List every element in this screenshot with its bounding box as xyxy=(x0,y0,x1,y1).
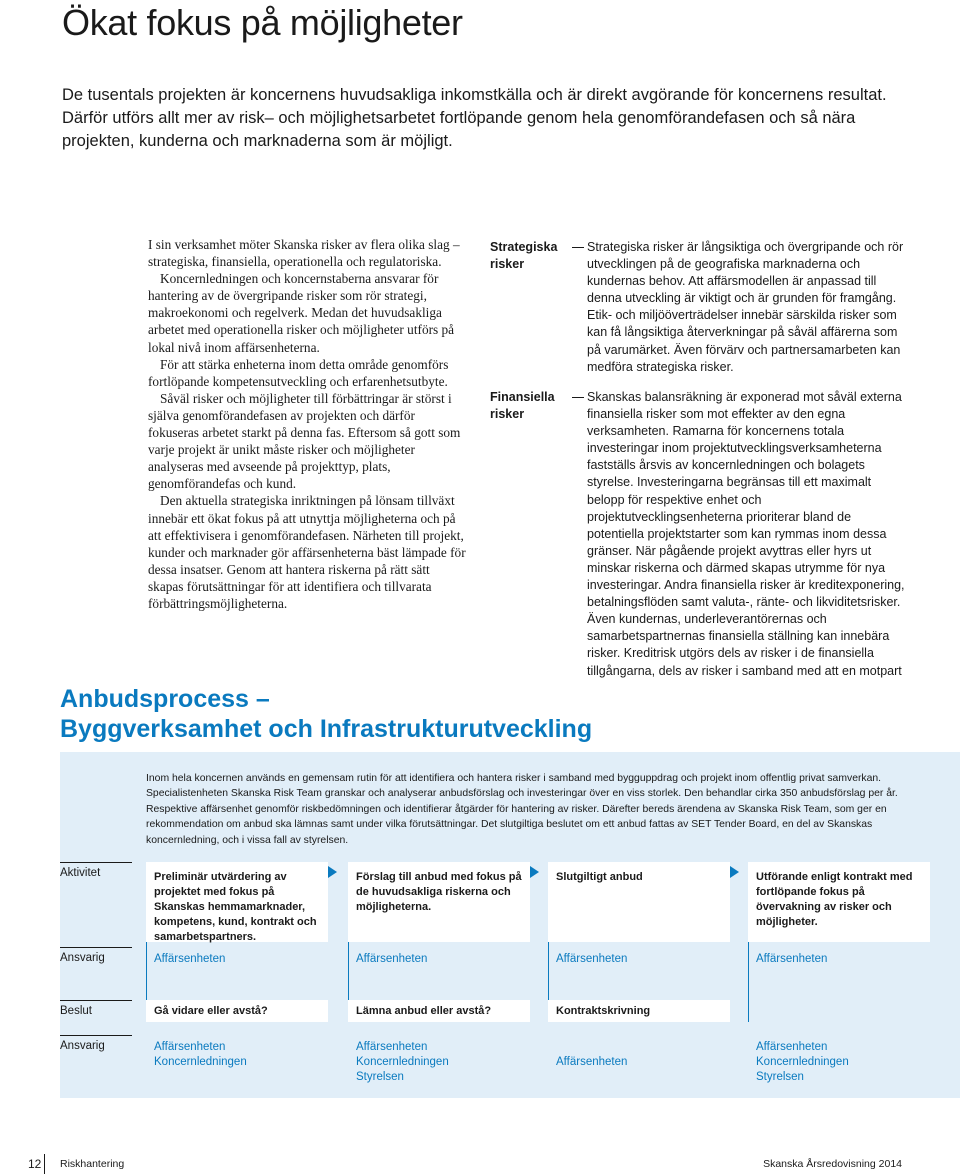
body-text xyxy=(148,236,466,612)
decision-responsible-2 xyxy=(356,1040,449,1085)
body-paragraph: Koncernledningen och koncernstaberna ansvarar för hantering av de övergripande risker som rör strategi, makroekonomi och regelverk. Medan det huvudsakliga arbetet med operationella risker och möjligheter utförs på lokal nivå inom affärsenheterna. xyxy=(148,271,455,355)
activity-box-4: Utförande enligt kontrakt med fortlöpande fokus på övervakning av risker och möjligheter. xyxy=(748,862,930,942)
decision-box-1: Gå vidare eller avstå? xyxy=(146,1000,328,1022)
responsible-line: Styrelsen xyxy=(356,1071,404,1083)
responsible-line: Styrelsen xyxy=(756,1071,804,1083)
body-paragraph: Såväl risker och möjligheter till förbättringar är störst i själva genomförandefasen av projekten och därför fokuseras arbetet starkt på denna fas. Eftersom så gott som varje projekt är unikt måste risker och möjligheter analyseras med avseende på projekttyp, plats, genomförandefas och kund. xyxy=(148,390,461,492)
financial-risk-text: Skanskas balansräkning är exponerad mot såväl externa finansiella risker som mot effekter av den egna verksamheten. Ramarna för koncernens totala investeringar inom projektutvecklingsverksamheterna fastställs årsvis av koncernledningen och bolagets styrelse. Investeringarna begränsas till ett maximalt belopp för respektive enhet och projektutvecklingsenheterna prioriterar bland de potentiella projektstarter som kan rymmas inom dessa gränser. När pågående projekt avyttras eller hyrs ut minskar riskerna och därmed skapas utrymme för nya investeringar. Andra finansiella risker är kreditexponering, betalningsflöden samt valuta-, ränte- och likviditetsrisker. Även kundernas, underleverantörernas och samarbetspartnernas finansiella ställning kan innebära risker. Kreditrisk utgörs dels av risker i de finansiella tillgångarna, dels av risker i samband med att en motpart xyxy=(587,390,905,678)
page-title: Ökat fokus på möjligheter xyxy=(62,2,463,43)
footer-divider xyxy=(44,1154,45,1174)
responsible-value: Affärsenheten xyxy=(356,953,428,965)
responsible-value: Affärsenheten xyxy=(154,953,226,965)
financial-risk-divider xyxy=(572,397,584,398)
body-paragraph: För att stärka enheterna inom detta område genomförs fortlöpande kompetensutveckling och erfarenhetsutbyte. xyxy=(148,356,449,389)
responsible-line: Affärsenheten xyxy=(356,1041,428,1053)
footer-section: Riskhantering xyxy=(60,1158,125,1170)
row-divider xyxy=(60,947,132,948)
row-label-responsible-2: Ansvarig xyxy=(60,1040,105,1052)
decision-responsible-1 xyxy=(154,1040,247,1070)
process-title-line-1: Anbudsprocess – xyxy=(60,685,270,713)
responsible-line: Affärsenheten xyxy=(756,1041,828,1053)
row-label-activity: Aktivitet xyxy=(60,867,101,879)
decision-responsible-3 xyxy=(556,1055,627,1070)
activity-box-2: Förslag till anbud med fokus på de huvudsakliga riskerna och möjligheterna. xyxy=(348,862,530,942)
activity-box-3: Slutgiltigt anbud xyxy=(548,862,730,942)
responsible-line: Affärsenheten xyxy=(154,1041,226,1053)
arrow-icon xyxy=(328,866,337,878)
arrow-icon xyxy=(530,866,539,878)
process-title-line-2: Byggverksamhet och Infrastrukturutveckling xyxy=(60,715,593,743)
activity-box-1: Preliminär utvärdering av projektet med fokus på Skanskas hemmamarknader, kompetens, kund, kontrakt och samarbetspartners. xyxy=(146,862,328,942)
responsible-line: Koncernledningen xyxy=(756,1056,849,1068)
row-divider xyxy=(60,1035,132,1036)
footer-publication: Skanska Årsredovisning 2014 xyxy=(763,1158,902,1170)
responsible-value: Affärsenheten xyxy=(756,953,828,965)
body-paragraph: I sin verksamhet möter Skanska risker av flera olika slag – strategiska, finansiella, operationella och regulatoriska. xyxy=(148,237,460,270)
row-label-responsible: Ansvarig xyxy=(60,952,105,964)
row-divider xyxy=(60,1000,132,1001)
strategic-risk-divider xyxy=(572,247,584,248)
responsible-line: Affärsenheten xyxy=(556,1056,628,1068)
strategic-risk-text: Strategiska risker är långsiktiga och övergripande och rör utvecklingen på de geografiska marknaderna och kundernas behov. Att affärsmodellen är anpassad till denna utveckling är viktigt och är grunden för framgång. Etik- och miljööverträdelser innebär särskilda risker som kan få långsiktiga återverkningar på såväl affärerna som på varumärket. Även förvärv och partnersamarbeten kan medföra strategiska risker. xyxy=(587,240,904,374)
page-number: 12 xyxy=(28,1157,42,1171)
decision-responsible-4 xyxy=(756,1040,849,1085)
responsible-line: Koncernledningen xyxy=(356,1056,449,1068)
row-label-decision: Beslut xyxy=(60,1005,92,1017)
responsible-value: Affärsenheten xyxy=(556,953,628,965)
decision-box-2: Lämna anbud eller avstå? xyxy=(348,1000,530,1022)
financial-risk-label: Finansiella risker xyxy=(490,390,555,421)
decision-box-3: Kontraktskrivning xyxy=(548,1000,730,1022)
strategic-risk-label: Strategiska risker xyxy=(490,240,558,271)
body-paragraph: Den aktuella strategiska inriktningen på lönsam tillväxt innebär ett ökat fokus på att utnyttja möjligheterna och på att effektivisera i genomförandefasen. Närheten till projekt, kunder och marknader gör affärsenheterna bäst lämpade för dessa insatser. Genom att hantera riskerna på rätt sätt skapas förutsättningar för att identifiera och tillvarata förbättringsmöjligheterna. xyxy=(148,493,466,611)
row-divider xyxy=(60,862,132,863)
responsible-line: Koncernledningen xyxy=(154,1056,247,1068)
intro-text: De tusentals projekten är koncernens huvudsakliga inkomstkälla och är direkt avgörande för koncernens resultat. Därför utförs allt mer av risk– och möjlighetsarbetet fortlöpande genom hela genomförandefasen och så nära projekten, kunderna och marknaderna som är möjligt. xyxy=(62,86,887,150)
process-section-title xyxy=(60,684,592,744)
process-intro-text: Inom hela koncernen används en gemensam rutin för att identifiera och hantera risker i samband med bygguppdrag och projekt inom offentlig privat samverkan. Specialistenheten Skanska Risk Team granskar och analyserar anbudsförslag och investeringar över en viss storlek. Den behandlar cirka 350 anbudsförslag per år. Respektive affärsenhet genomför riskbedömningen och identifierar åtgärder för hantering av risker. Därefter bereds ärendena av Skanska Risk Team, som ger en rekommendation om anbud ska lämnas samt under vilka förutsättningar. Det slutgiltiga beslutet om ett anbud fattas av SET Tender Board, en del av Skanskas koncernledning, och i vissa fall av styrelsen. xyxy=(146,773,898,846)
arrow-icon xyxy=(730,866,739,878)
